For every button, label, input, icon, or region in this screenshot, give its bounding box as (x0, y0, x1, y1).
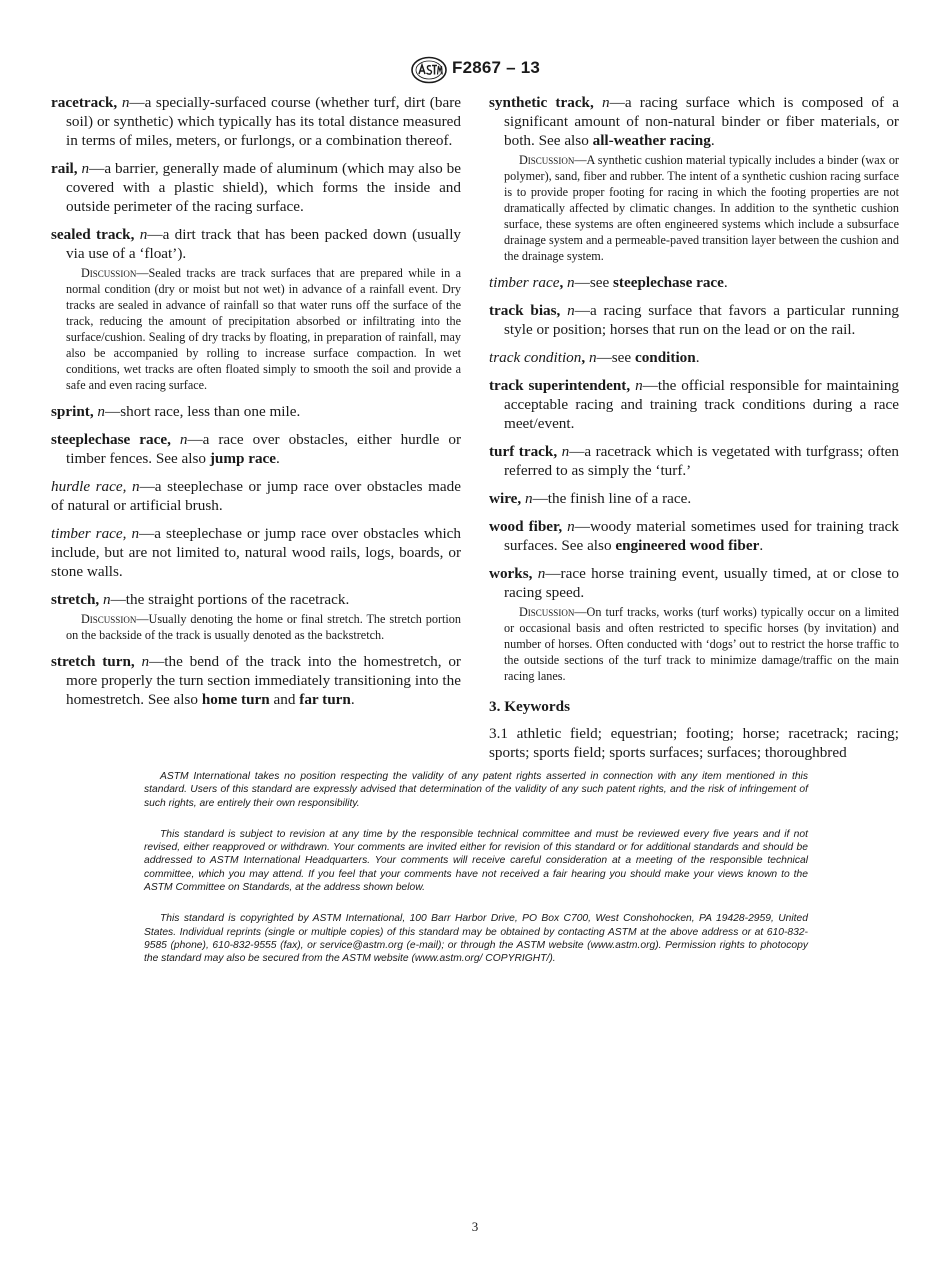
standard-designation: F2867 – 13 (452, 58, 541, 77)
patent-notice: ASTM International takes no position respecting the validity of any patent rights asserted in connection with any item mentioned in this standard. Users of this standard are expressly advised that determination of the validity of any such patent rights, and the risk of infringement of such rights, are entirely their own responsibility. (144, 771, 808, 809)
term: synthetic track, (489, 94, 594, 111)
definition-works (489, 564, 899, 602)
punctuation: . (723, 274, 728, 291)
legal-footer (144, 770, 808, 984)
term: turf track, (489, 443, 558, 460)
definition-text: —race horse training event, usually timed, at or close to racing speed. (504, 565, 899, 601)
part-of-speech: n (121, 94, 130, 111)
discussion-label: Discussion (519, 153, 575, 167)
punctuation: , (559, 274, 564, 291)
term: stretch, (51, 591, 100, 608)
part-of-speech: n (602, 94, 610, 111)
definition-text: —a steeplechase or jump race over obstacles made of natural or artificial brush. (51, 478, 462, 514)
definition-track-superintendent (489, 376, 899, 433)
punctuation: . (695, 349, 700, 366)
definition-text: —a racing surface which is composed of a significant amount of non-natural binder or fiber materials, or both. See also (504, 94, 900, 149)
part-of-speech: n (81, 160, 90, 177)
part-of-speech: n (97, 403, 106, 420)
discussion-stretch (66, 611, 461, 643)
punctuation: . (710, 132, 715, 149)
definition-turf-track (489, 442, 899, 480)
term: track condition (489, 349, 582, 366)
cross-reference: engineered wood fiber (615, 537, 760, 554)
copyright-notice: This standard is copyrighted by ASTM International, 100 Barr Harbor Drive, PO Box C700, West Conshohocken, PA 19428-2959, United States. Individual reprints (single or multiple copies) of this standard may be obtained by contacting ASTM at the above address or at 610-832-9585 (phone), 610-832-9555 (fax), or service@astm.org (e-mail); or through the ASTM website (www.astm.org). Permission rights to photocopy the standard may also be secured from the ASTM website (www.astm.org/ COPYRIGHT/). (144, 913, 808, 965)
definition-hurdle-race (51, 477, 461, 515)
discussion-works (504, 604, 899, 684)
punctuation: , (581, 349, 586, 366)
cross-reference: jump race (209, 450, 277, 467)
discussion-text: —Usually denoting the home or final stretch. The stretch portion on the backside of the track is usually denoted as the backstretch. (66, 612, 461, 642)
definition-stretch-turn (51, 652, 461, 709)
part-of-speech: n (567, 302, 575, 319)
right-column (489, 93, 899, 762)
definition-racetrack (51, 93, 461, 150)
part-of-speech: n (561, 443, 570, 460)
definition-track-bias (489, 301, 899, 339)
punctuation: . (759, 537, 764, 554)
term: track superintendent, (489, 377, 631, 394)
definition-timber-race-see (489, 273, 899, 292)
definition-text: —woody material sometimes used for training track surfaces. See also (504, 518, 899, 554)
definition-rail (51, 159, 461, 216)
keywords-paragraph: 3.1 athletic field; equestrian; footing; horse; racetrack; racing; sports; sports field; sports surfaces; surfaces; thoroughbred (489, 725, 899, 761)
part-of-speech: n (132, 478, 140, 495)
term: hurdle race, (51, 478, 127, 495)
term: wood fiber, (489, 518, 563, 535)
punctuation: . (276, 450, 280, 467)
definition-synthetic-track (489, 93, 899, 150)
discussion-text: —A synthetic cushion material typically includes a binder (wax or polymer), sand, fiber and rubber. The intent of a synthetic cushion racing surface is to provide proper footing for racing in which the footing properties are not dramatically affected by climatic changes. In addition to the synthetic cushion surface, these systems are often engineered systems which include a subsurface drainage system and a permeable-paved transition layer between the cushion and the drainage system. (504, 153, 899, 263)
page-number: 3 (471, 1219, 479, 1234)
definition-text: —a racetrack which is vegetated with turfgrass; often referred to as simply the ‘turf.’ (504, 443, 900, 479)
part-of-speech: n (131, 525, 140, 542)
cross-reference: steeplechase race (613, 274, 724, 291)
definition-text: —a dirt track that has been packed down (usually via use of a ‘float’). (66, 226, 462, 262)
part-of-speech: n (103, 591, 111, 608)
part-of-speech: n (141, 653, 150, 670)
term: works, (489, 565, 533, 582)
definition-text: —the official responsible for maintaining acceptable racing and training track conditions during a race meet/event. (504, 377, 900, 432)
definition-text: —a steeplechase or jump race over obstacles which include, but are not limited to, natural wood rails, logs, boards, or stone walls. (51, 525, 462, 580)
definition-wood-fiber (489, 517, 899, 555)
part-of-speech: n (588, 349, 597, 366)
cross-reference: all-weather racing (592, 132, 711, 149)
part-of-speech: n (567, 518, 575, 535)
definition-timber-race (51, 524, 461, 581)
part-of-speech: n (635, 377, 643, 394)
discussion-text: —Sealed tracks are track surfaces that are prepared while in a normal condition (dry or moist but not wet) in advance of a rainfall event. Dry tracks are sealed in advance of rainfall so that water runs off the surface of the track, reducing the amount of precipitation absorbed or infiltrating into the surface/cushion. Sealing of dry tracks by floating, in preparation of rainfall, may also be accompanied by rolling to increase surface compaction. In wet conditions, wet tracks are often floated simply to smooth the soil and provide a safe and even racing surface. (66, 266, 461, 392)
part-of-speech: n (525, 490, 533, 507)
cross-reference: far turn (299, 691, 351, 708)
revision-notice: This standard is subject to revision at any time by the responsible technical committee and must be reviewed every five years and if not revised, either reapproved or withdrawn. Your comments are invited either for revision of this standard or for additional standards and should be addressed to ASTM International Headquarters. Your comments will receive careful consideration at a meeting of the responsible technical committee, which you may attend. If you feel that your comments have not received a fair hearing you should make your views known to the ASTM Committee on Standards, at the address shown below. (144, 828, 808, 894)
punctuation: . (350, 691, 355, 708)
conjunction: and (269, 691, 300, 708)
discussion-text: —On turf tracks, works (turf works) typically occur on a limited or occasional basis and often restricted to specific horses (by invitation) and number of horses. Often conducted with ‘dogs’ out to restrict the horse traffic to the outside sections of the turf track to minimize damage/traffic on the main racing lanes. (504, 605, 899, 683)
definition-sealed-track (51, 225, 461, 263)
discussion-label: Discussion (81, 612, 137, 626)
definition-text: —the bend of the track into the homestretch, or more properly the turn section immediately transitioning into the homestretch. See also (66, 653, 461, 708)
term: timber race (489, 274, 560, 291)
term: wire, (489, 490, 522, 507)
cross-reference: condition (634, 349, 696, 366)
term: stretch turn, (51, 653, 135, 670)
term: timber race, (51, 525, 127, 542)
discussion-label: Discussion (81, 266, 137, 280)
term: racetrack, (51, 94, 118, 111)
discussion-synthetic-track (504, 152, 899, 264)
part-of-speech: n (537, 565, 546, 582)
term: track bias, (489, 302, 561, 319)
part-of-speech: n (179, 431, 188, 448)
cross-reference: home turn (201, 691, 270, 708)
definition-text: —short race, less than one mile. (105, 403, 301, 420)
definition-text: —the finish line of a race. (532, 490, 692, 507)
definition-wire (489, 489, 899, 508)
definition-text: —see (574, 274, 614, 291)
definition-text: —a race over obstacles, either hurdle or timber fences. See also (66, 431, 462, 467)
page-header (0, 56, 950, 84)
definition-text: —see (596, 349, 635, 366)
term: sprint, (51, 403, 94, 420)
definition-text: —a specially-surfaced course (whether turf, dirt (bare soil) or synthetic) which typically has its total distance measured in terms of miles, meters, or furlongs, or a combination thereof. (66, 94, 461, 149)
term: rail, (51, 160, 78, 177)
astm-logo-icon (410, 56, 448, 89)
section-heading-keywords: 3. Keywords (489, 698, 570, 715)
part-of-speech: n (567, 274, 575, 291)
term: sealed track, (51, 226, 135, 243)
definition-text: —a barrier, generally made of aluminum (which may also be covered with a plastic shield), which forms the inside and outside perimeter of the racing surface. (66, 160, 461, 215)
definition-stretch (51, 590, 461, 609)
definition-text: —a racing surface that favors a particular running style or position; horses that run on the lead or on the rail. (504, 302, 900, 338)
definition-text: —the straight portions of the racetrack. (110, 591, 350, 608)
left-column (51, 93, 461, 718)
discussion-label: Discussion (519, 605, 575, 619)
definition-steeplechase-race (51, 430, 461, 468)
discussion-sealed-track (66, 265, 461, 393)
term: steeplechase race, (51, 431, 171, 448)
part-of-speech: n (139, 226, 148, 243)
definition-sprint (51, 402, 461, 421)
definition-track-condition (489, 348, 899, 367)
